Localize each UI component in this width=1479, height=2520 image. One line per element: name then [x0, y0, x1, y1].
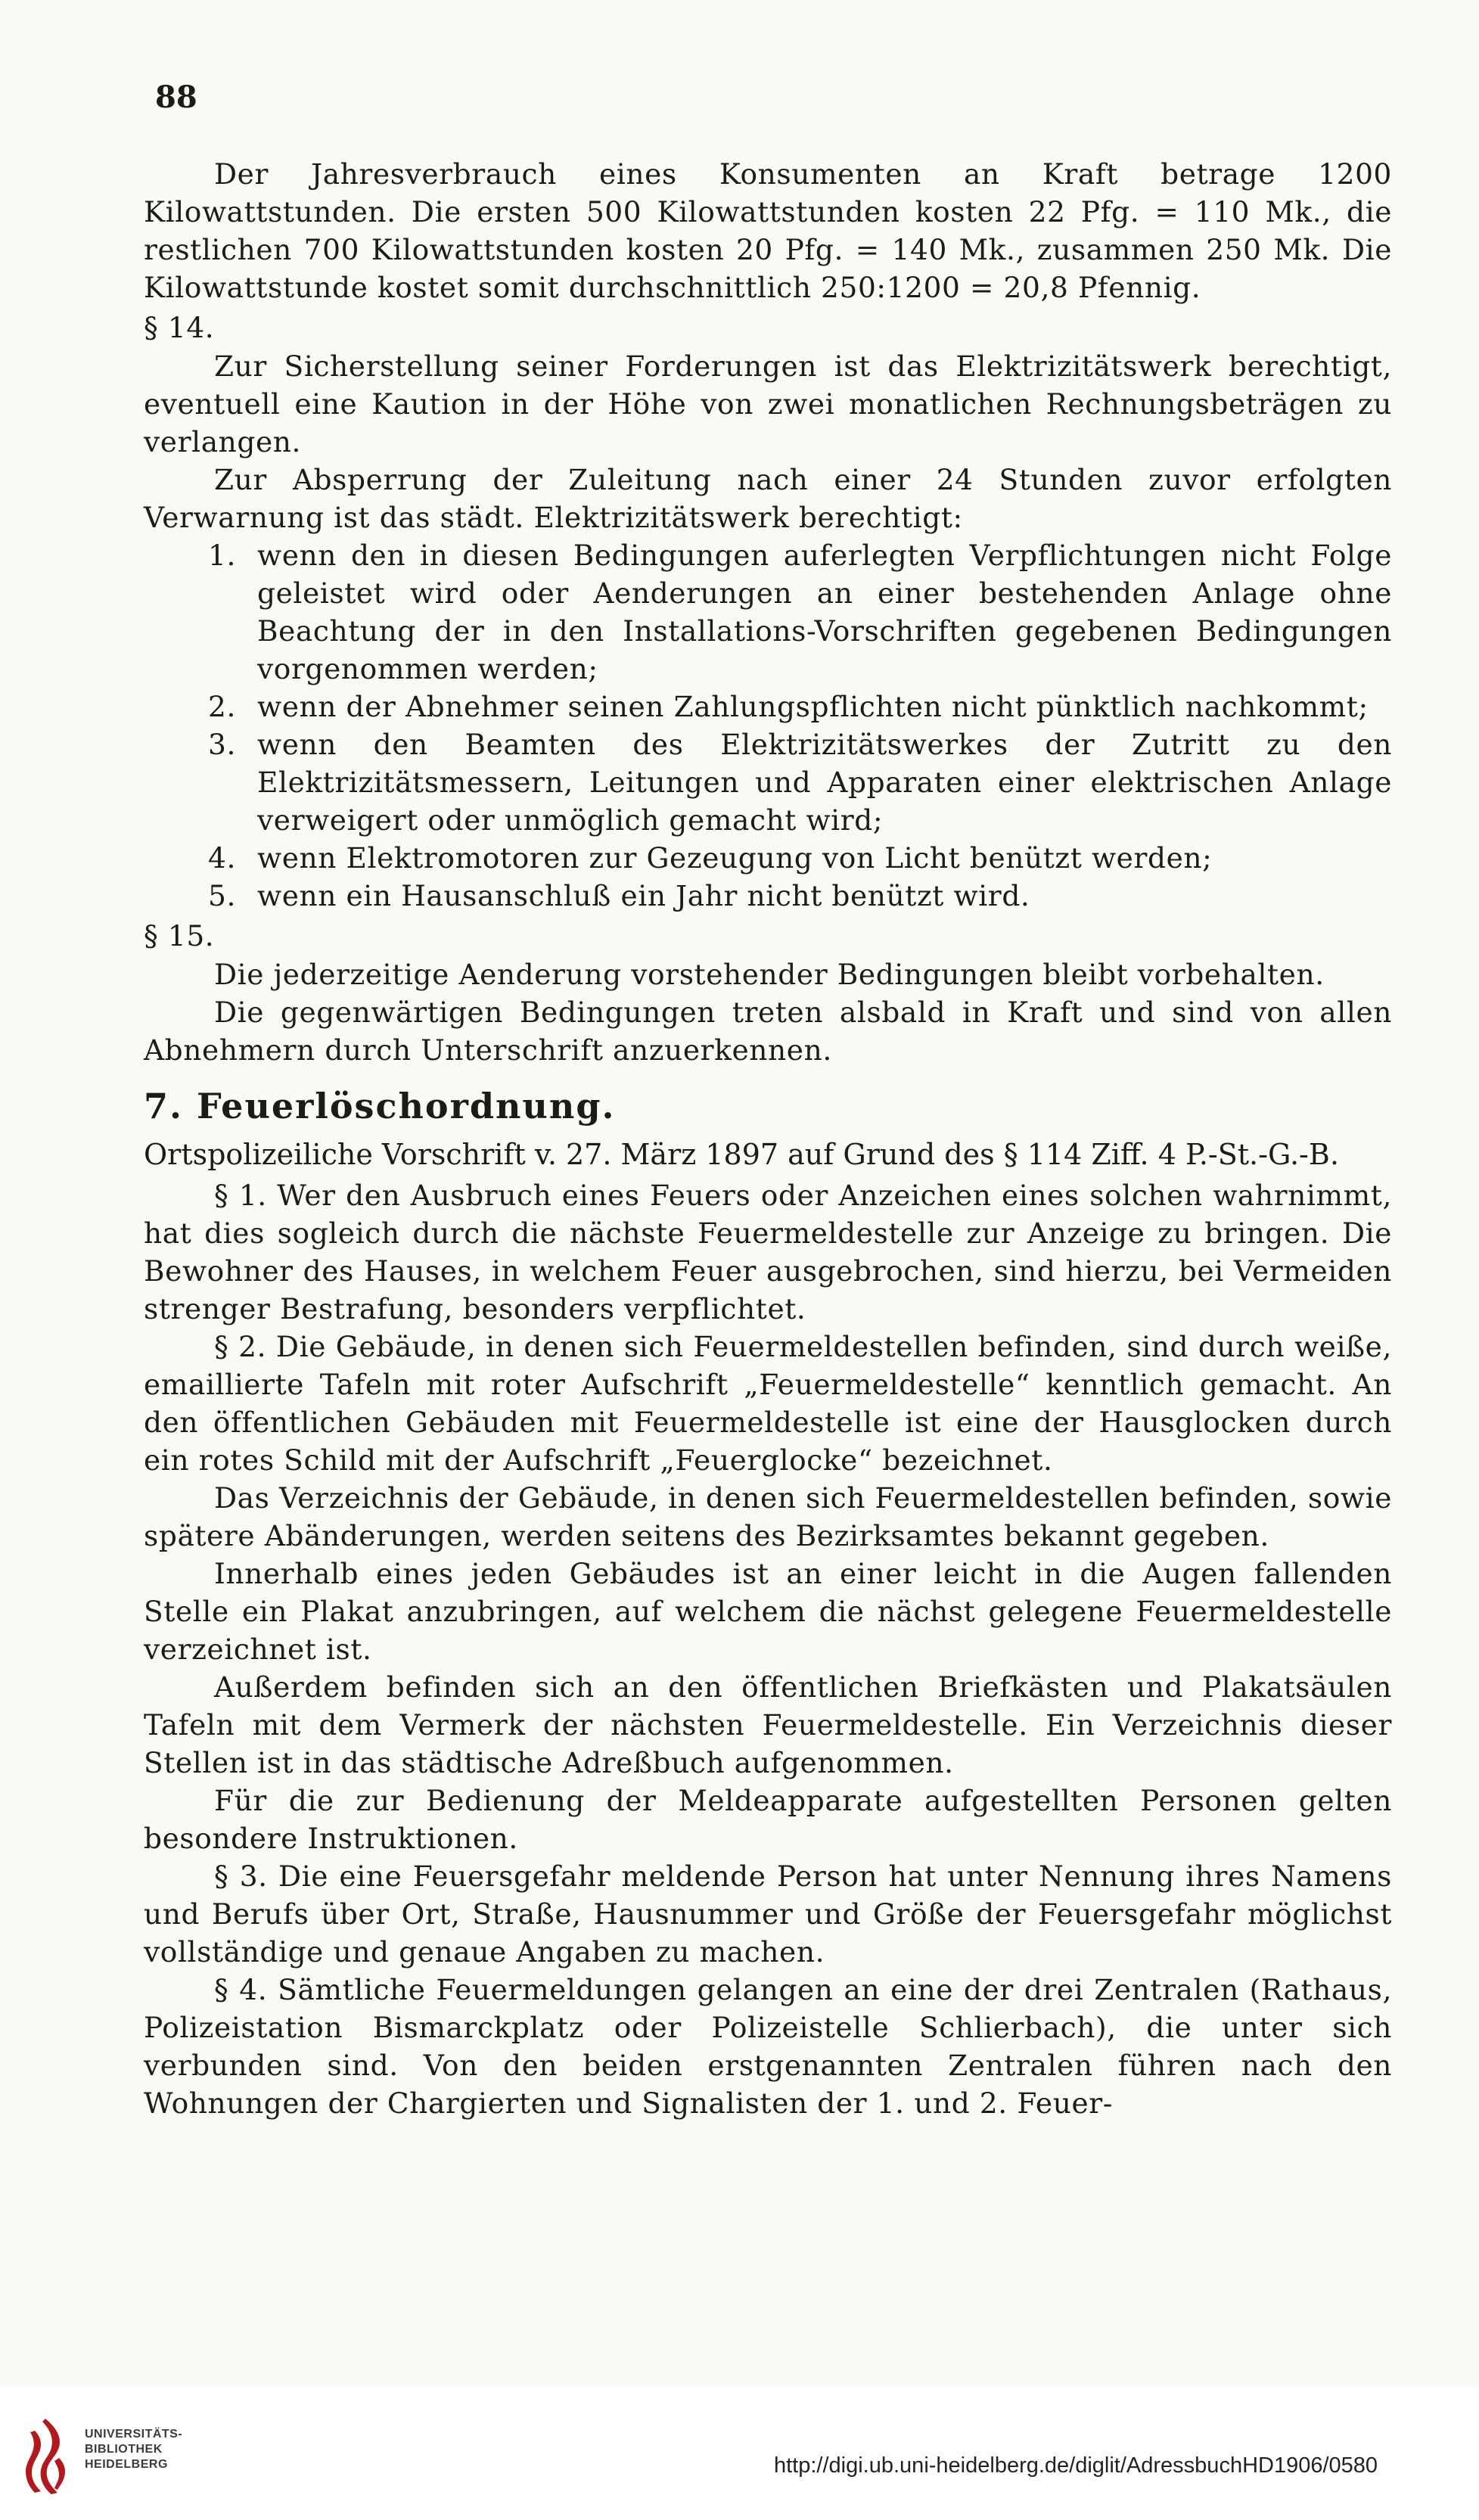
chapter-paragraph: § 1. Wer den Ausbruch eines Feuers oder Anzeichen eines solchen wahrnimmt, hat dies sogleich durch die nächste Feuermeldestelle zur Anzeige zu bringen. Die Bewohner des Hauses, in welchem Feuer ausgebrochen, sind hierzu, bei Vermeiden strenger Bestrafung, besonders verpflichtet.: [144, 1179, 1392, 1325]
library-name-line: BIBLIOTHEK: [85, 2443, 163, 2456]
library-name-line: UNIVERSITÄTS-: [85, 2428, 183, 2441]
list-item-text: wenn Elektromotoren zur Gezeugung von Licht benützt werden;: [257, 841, 1213, 875]
chapter-heading: 7. Feuerlöschordnung.: [144, 1086, 616, 1126]
intro-paragraph: Der Jahresverbrauch eines Konsumenten an Kraft betrage 1200 Kilowattstunden. Die ersten 500 Kilowattstunden kosten 22 Pfg. = 110 Mk., die restlichen 700 Kilowattstunden kosten 20 Pfg. = 140 Mk., zusammen 250 Mk. Die Kilowattstunde kostet somit durchschnittlich 250:1200 = 20,8 Pfennig.: [144, 157, 1392, 304]
list-item-text: wenn der Abnehmer seinen Zahlungspflichten nicht pünktlich nachkommt;: [257, 690, 1369, 723]
condition-list: [144, 536, 1392, 915]
page-number: 88: [155, 79, 197, 115]
chapter-paragraph: Außerdem befinden sich an den öffentlichen Briefkästen und Plakatsäulen Tafeln mit dem Vermerk der nächsten Feuermeldestelle. Ein Verzeichnis dieser Stellen ist in das städtische Adreßbuch aufgenommen.: [144, 1670, 1392, 1779]
chapter-paragraph: § 2. Die Gebäude, in denen sich Feuermeldestellen befinden, sind durch weiße, emaillierte Tafeln mit roter Aufschrift „Feuermeldestelle“ kenntlich gemacht. An den öffentlichen Gebäuden mit Feuermeldestelle ist eine der Hausglocken durch ein rotes Schild mit der Aufschrift „Feuerglocke“ bezeichnet.: [144, 1330, 1392, 1477]
section-15-paragraph-1: Die jederzeitige Aenderung vorstehender Bedingungen bleibt vorbehalten.: [214, 958, 1325, 991]
document-body: [144, 155, 1392, 2122]
section-14-paragraph-2: Zur Absperrung der Zuleitung nach einer 24 Stunden zuvor erfolgten Verwarnung ist das städt. Elektrizitätswerk berechtigt:: [144, 463, 1392, 534]
chapter-paragraph: Das Verzeichnis der Gebäude, in denen sich Feuermeldestellen befinden, sowie spätere Abänderungen, werden seitens des Bezirksamtes bekannt gegeben.: [144, 1481, 1392, 1552]
section-14-paragraph-1: Zur Sicherstellung seiner Forderungen ist das Elektrizitätswerk berechtigt, eventuell eine Kaution in der Höhe von zwei monatlichen Rechnungsbeträgen zu verlangen.: [144, 350, 1392, 458]
list-item-number: 1.: [208, 539, 236, 572]
list-item-text: wenn den in diesen Bedingungen auferlegten Verpflichtungen nicht Folge geleistet wird oder Aenderungen an einer bestehenden Anlage ohne Beachtung der in den Installations-Vorschriften gegebenen Bedingungen vorgenommen werden;: [257, 539, 1392, 685]
list-item-number: 2.: [208, 690, 236, 723]
section-14-title: § 14.: [144, 311, 215, 344]
chapter-paragraph: Innerhalb eines jeden Gebäudes ist an einer leicht in die Augen fallenden Stelle ein Plakat anzubringen, auf welchem die nächst gelegene Feuermeldestelle verzeichnet ist.: [144, 1557, 1392, 1666]
list-item-text: wenn ein Hausanschluß ein Jahr nicht benützt wird.: [257, 879, 1030, 912]
list-item-number: 4.: [208, 841, 236, 875]
library-name-line: HEIDELBERG: [85, 2458, 168, 2471]
digitization-footer: [0, 2387, 1479, 2520]
list-item: [144, 536, 1392, 688]
library-name: [85, 2427, 182, 2472]
list-item-number: 5.: [208, 879, 236, 912]
source-url-link[interactable]: http://digi.ub.uni-heidelberg.de/diglit/AdressbuchHD1906/0580: [774, 2453, 1378, 2478]
section-15-paragraph-2: Die gegenwärtigen Bedingungen treten alsbald in Kraft und sind von allen Abnehmern durch Unterschrift anzuerkennen.: [144, 996, 1392, 1067]
section-15-title: § 15.: [144, 919, 215, 952]
list-item-number: 3.: [208, 728, 236, 761]
chapter-paragraph: § 3. Die eine Feuersgefahr meldende Person hat unter Nennung ihres Namens und Berufs über Ort, Straße, Hausnummer und Größe der Feuersgefahr möglichst vollständige und genaue Angaben zu machen.: [144, 1860, 1392, 1968]
list-item: [144, 877, 1392, 915]
chapter-paragraph: § 4. Sämtliche Feuermeldungen gelangen an eine der drei Zentralen (Rathaus, Polizeistation Bismarckplatz oder Polizeistelle Schlierbach), die unter sich verbunden sind. Von den beiden erstgenannten Zentralen führen nach den Wohnungen der Chargierten und Signalisten der 1. und 2. Feuer-: [144, 1973, 1392, 2120]
list-item: [144, 839, 1392, 877]
chapter-subtitle: Ortspolizeiliche Vorschrift v. 27. März 1897 auf Grund des § 114 Ziff. 4 P.-St.-G.-B.: [144, 1138, 1339, 1171]
university-library-logo-icon: [12, 2414, 80, 2497]
list-item: [144, 726, 1392, 839]
chapter-paragraph: Für die zur Bedienung der Meldeapparate aufgestellten Personen gelten besondere Instruktionen.: [144, 1784, 1392, 1855]
list-item: [144, 688, 1392, 726]
list-item-text: wenn den Beamten des Elektrizitätswerkes der Zutritt zu den Elektrizitätsmessern, Leitungen und Apparaten einer elektrischen Anlage verweigert oder unmöglich gemacht wird;: [257, 728, 1392, 837]
